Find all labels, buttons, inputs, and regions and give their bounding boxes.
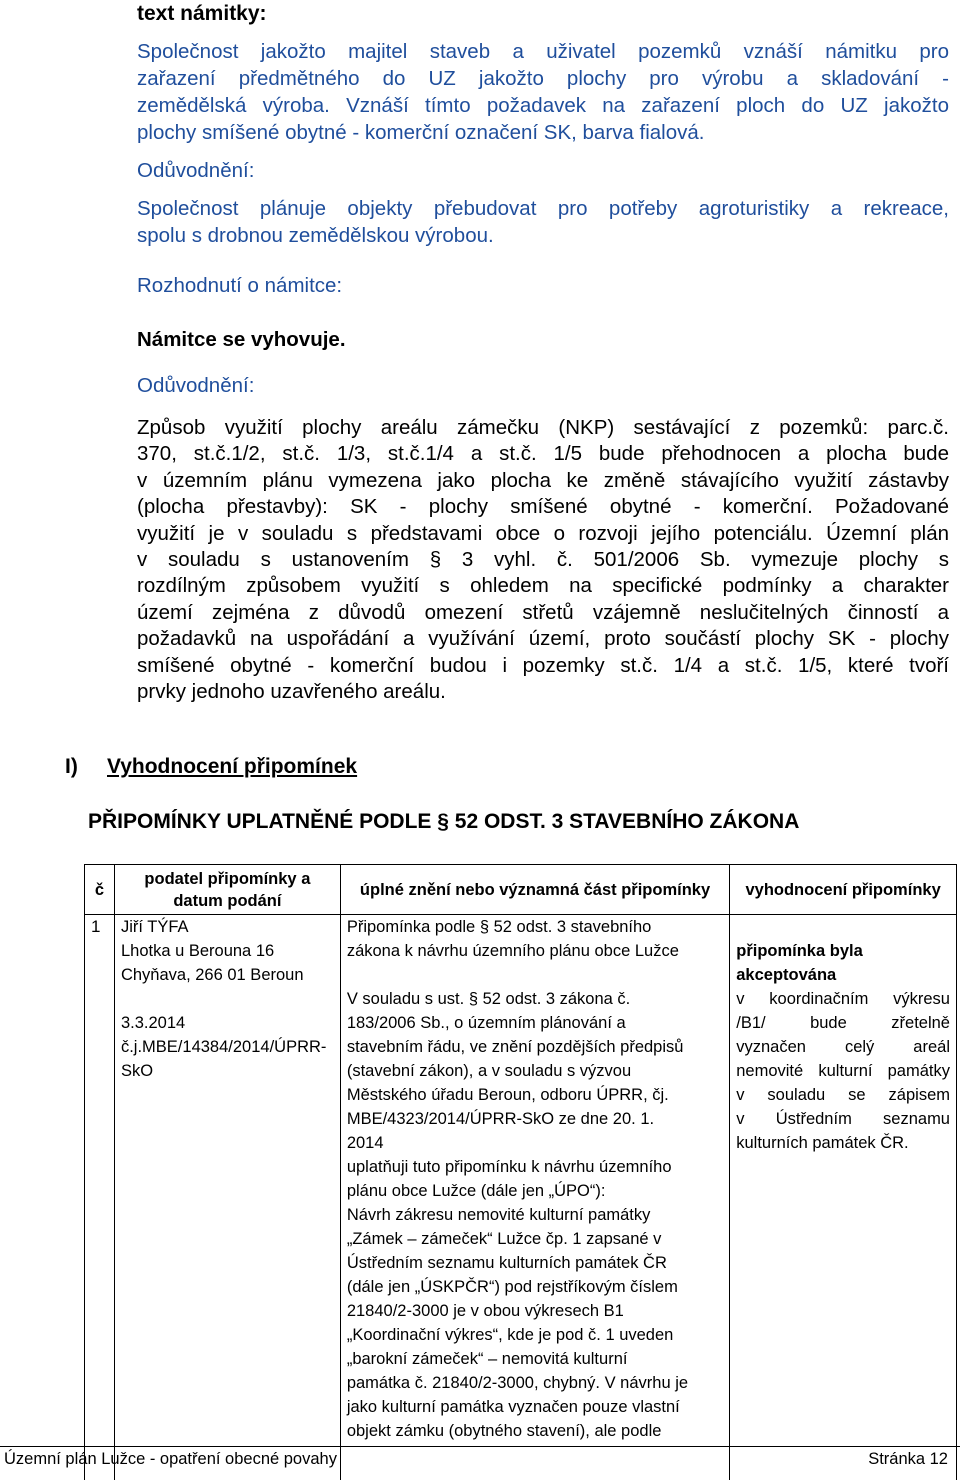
- header-num: č: [85, 865, 115, 915]
- header-submitter: podatel připomínky a datum podání: [114, 865, 340, 915]
- decision-line: (plocha přestavby): SK - plochy smíšené obytné - komerční. Požadované: [137, 495, 949, 519]
- reference-line: č.j.MBE/14384/2014/ÚPRR-: [120, 1038, 327, 1056]
- objection-line: zemědělská výroba. Vznáší tímto požadavek na zařazení ploch do UZ jakožto: [137, 94, 949, 117]
- full-text-line: 183/2006 Sb., o územním plánování a: [346, 1014, 626, 1032]
- evaluation-line: /B1/ bude zřetelně: [736, 1014, 950, 1032]
- section-number: I): [65, 755, 78, 778]
- full-text-line: „barokní zámeček“ – nemovitá kulturní: [346, 1350, 628, 1368]
- full-text-line: „Zámek – zámeček“ Lužce čp. 1 zapsané v: [346, 1230, 662, 1248]
- decision-justification-text: [137, 415, 949, 705]
- footer-page-number: Stránka 12: [868, 1450, 948, 1468]
- justification-line: spolu s drobnou zemědělskou výrobou.: [137, 224, 494, 247]
- objection-text: [137, 38, 949, 146]
- footer-document-title: Územní plán Lužce - opatření obecné povahy: [4, 1450, 337, 1468]
- submission-date: 3.3.2014: [120, 1014, 186, 1032]
- decision-justification-label: Odůvodnění:: [137, 374, 255, 397]
- full-text-line: 21840/2-3000 je v obou výkresech B1: [346, 1302, 624, 1320]
- header-evaluation: vyhodnocení připomínky: [730, 865, 957, 915]
- full-text-line: „Koordinační výkres“, kde je pod č. 1 uveden: [346, 1326, 674, 1344]
- full-text-line: V souladu s ust. § 52 odst. 3 zákona č.: [346, 990, 631, 1008]
- comments-table: [84, 864, 957, 1480]
- full-text-intro-line: Připomínka podle § 52 odst. 3 stavebního: [346, 918, 652, 936]
- objection-line: plochy smíšené obytné - komerční označení SK, barva fialová.: [137, 121, 705, 144]
- evaluation-line: vyznačen celý areál: [736, 1038, 950, 1056]
- header-full-text: úplné znění nebo významná část připomínky: [340, 865, 729, 915]
- decision-line: Způsob využití plochy areálu zámečku (NKP) sestávající z pozemků: parc.č.: [137, 416, 949, 439]
- decision-line: rozdílným způsobem využití s ohledem na specifické podmínky a charakter: [137, 574, 949, 598]
- table-row: [85, 915, 957, 1480]
- evaluation-status-line: akceptována: [736, 966, 837, 984]
- decision-statement: Námitce se vyhovuje.: [137, 328, 346, 351]
- evaluation-line: v koordinačním výkresu: [736, 990, 950, 1008]
- decision-line: využití je v souladu s představami obce o rozvoji jejího potenciálu. Územní plán: [137, 521, 949, 545]
- full-text-line: (stavební zákon), a v souladu s výzvou: [346, 1062, 632, 1080]
- decision-line: území zejména z důvodů omezení střetů vzájemně neslučitelných činností a: [137, 600, 949, 624]
- full-text-line: plánu obce Lužce (dále jen „ÚPO“):: [346, 1182, 606, 1200]
- full-text-cell: [340, 915, 729, 1480]
- objection-line: zařazení předmětného do UZ jakožto plochy pro výrobu a skladování -: [137, 67, 949, 90]
- full-text-line: objekt zámku (obytného stavení), ale podle: [346, 1422, 662, 1440]
- evaluation-line: kulturních památek ČR.: [736, 1134, 909, 1152]
- decision-line: požadavků na uspořádání a využívání území, proto součástí plochy SK - plochy: [137, 627, 949, 651]
- reference-line: SkO: [120, 1062, 154, 1080]
- section-subtitle: PŘIPOMÍNKY UPLATNĚNÉ PODLE § 52 ODST. 3 STAVEBNÍHO ZÁKONA: [88, 810, 800, 833]
- footer-divider: [0, 1446, 960, 1447]
- decision-line: v územním plánu vymezena jako plocha ke změně stávajícího využití zástavby: [137, 468, 949, 492]
- full-text-line: jako kulturní památka vyznačen pouze vlastní: [346, 1398, 680, 1416]
- justification-line: Společnost plánuje objekty přebudovat pro potřeby agroturistiky a rekreace,: [137, 197, 949, 220]
- full-text-line: uplatňuji tuto připomínku k návrhu územního: [346, 1158, 672, 1176]
- full-text-line: (dále jen „ÚSKPČR“) pod rejstříkovým číslem: [346, 1278, 678, 1296]
- decision-label: Rozhodnutí o námitce:: [137, 274, 343, 297]
- justification-text: [137, 195, 949, 249]
- full-text-line: 2014: [346, 1134, 384, 1152]
- submitter-address-line: Chyňava, 266 01 Beroun: [120, 966, 304, 984]
- objection-heading: text námitky:: [137, 2, 267, 25]
- full-text-line: Městského úřadu Beroun, odboru ÚPRR, čj.: [346, 1086, 669, 1104]
- decision-line: smíšené obytné - komerční budou i pozemky st.č. 1/4 a st.č. 1/5, které tvoří: [137, 653, 949, 677]
- decision-line: 370, st.č.1/2, st.č. 1/3, st.č.1/4 a st.č. 1/5 bude přehodnocen a plocha bude: [137, 442, 949, 466]
- evaluation-line: nemovité kulturní památky: [736, 1062, 950, 1080]
- evaluation-text: [736, 987, 950, 1155]
- submitter-name: Jiří TÝFA: [120, 918, 189, 936]
- row-number: 1: [85, 915, 115, 1480]
- spacer: [736, 915, 950, 939]
- full-text-line: MBE/4323/2014/ÚPRR-SkO ze dne 20. 1.: [346, 1110, 655, 1128]
- full-text-intro-line: zákona k návrhu územního plánu obce Lužce: [346, 942, 679, 960]
- spacer: [121, 987, 334, 1011]
- decision-line: prvky jednoho uzavřeného areálu.: [137, 680, 446, 704]
- full-text-line: Návrh zákresu nemovité kulturní památky: [346, 1206, 651, 1224]
- full-text-line: Ústředním seznamu kulturních památek ČR: [346, 1254, 667, 1272]
- evaluation-line: v souladu se zápisem: [736, 1086, 950, 1104]
- evaluation-status-line: připomínka byla: [736, 942, 863, 960]
- decision-line: v souladu s ustanovením § 3 vyhl. č. 501/2006 Sb. vymezuje plochy s: [137, 548, 949, 572]
- table-header-row: [85, 865, 957, 915]
- submitter-address-line: Lhotka u Berouna 16: [120, 942, 275, 960]
- justification-label: Odůvodnění:: [137, 159, 255, 182]
- full-text-line: stavebním řádu, ve znění pozdějších předpisů: [346, 1038, 684, 1056]
- evaluation-cell: [730, 915, 957, 1480]
- spacer: [347, 963, 723, 987]
- evaluation-line: v Ústředním seznamu: [736, 1110, 950, 1128]
- section-title: Vyhodnocení připomínek: [107, 755, 358, 778]
- objection-line: Společnost jakožto majitel staveb a uživatel pozemků vznáší námitku pro: [137, 40, 949, 63]
- submitter-cell: [114, 915, 340, 1480]
- full-text-line: památka č. 21840/2-3000, chybný. V návrhu je: [346, 1374, 689, 1392]
